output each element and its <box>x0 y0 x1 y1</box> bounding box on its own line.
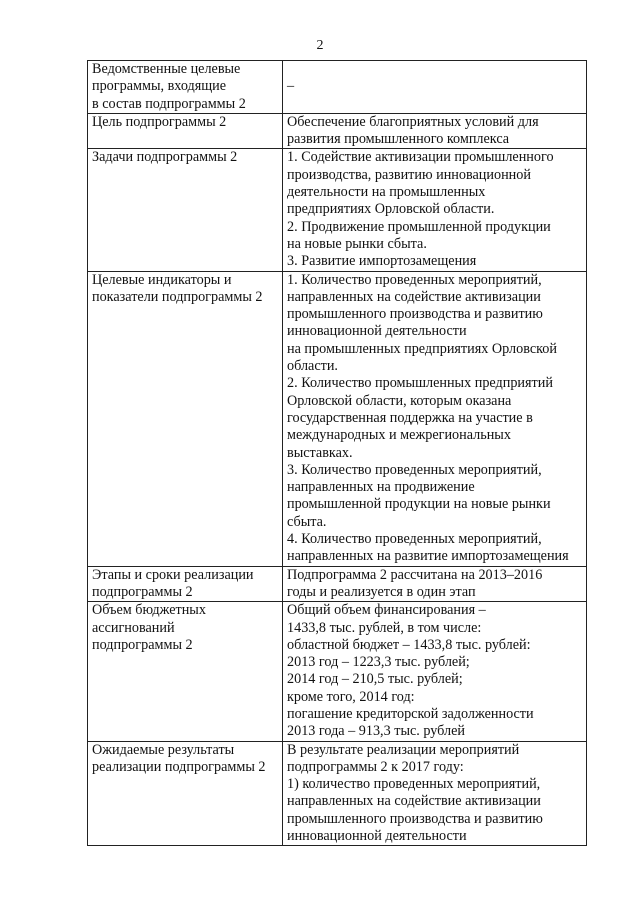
table-row <box>88 61 587 114</box>
row-label-cell <box>88 149 283 271</box>
row-label-cell <box>88 113 283 149</box>
row-value-line: Подпрограмма 2 рассчитана на 2013–2016 <box>287 566 543 583</box>
row-label-cell <box>88 566 283 602</box>
row-label-cell <box>88 271 283 566</box>
row-value-line: областной бюджет – 1433,8 тыс. рублей: <box>287 636 531 653</box>
row-value-cell <box>283 113 587 149</box>
row-value-line: направленных на содействие активизации <box>287 793 541 810</box>
row-value-line: промышленной продукции на новые рынки <box>287 496 551 513</box>
row-value-line: 2. Количество промышленных предприятий <box>287 375 553 392</box>
row-label-cell <box>88 61 283 114</box>
row-label-cell <box>88 741 283 846</box>
table-row <box>88 113 587 149</box>
row-value-line: Орловской области, которым оказана <box>287 392 512 409</box>
row-label-line: подпрограммы 2 <box>92 583 193 600</box>
row-value-line: на промышленных предприятиях Орловской <box>287 340 557 357</box>
row-label-line: Цель подпрограммы 2 <box>92 113 227 130</box>
row-label-line: Целевые индикаторы и <box>92 271 232 288</box>
row-label-cell <box>88 602 283 741</box>
row-value-line: 3. Количество проведенных мероприятий, <box>287 461 542 478</box>
row-value-cell <box>283 149 587 271</box>
row-label-line: ассигнований <box>92 619 175 636</box>
row-value-line: 2014 год – 210,5 тыс. рублей; <box>287 671 463 688</box>
row-label-line: Задачи подпрограммы 2 <box>92 149 238 166</box>
row-value-line: направленных на развитие импортозамещения <box>287 548 569 565</box>
row-value-line: погашение кредиторской задолженности <box>287 705 534 722</box>
row-value-line: 2. Продвижение промышленной продукции <box>287 218 551 235</box>
row-value-line: 1433,8 тыс. рублей, в том числе: <box>287 619 482 636</box>
row-value-line: выставках. <box>287 444 353 461</box>
row-label-line: Ведомственные целевые <box>92 61 241 77</box>
row-label-line: в состав подпрограммы 2 <box>92 95 246 112</box>
row-value-line: области. <box>287 358 338 375</box>
row-value-line: 4. Количество проведенных мероприятий, <box>287 531 542 548</box>
row-label-line: Этапы и сроки реализации <box>92 566 254 583</box>
row-label-line: показатели подпрограммы 2 <box>92 288 263 305</box>
row-value-line: государственная поддержка на участие в <box>287 409 533 426</box>
row-value-cell <box>283 602 587 741</box>
row-value-line: развития промышленного комплекса <box>287 131 510 148</box>
row-value-line: 2013 год – 1223,3 тыс. рублей; <box>287 654 470 671</box>
row-label-line: Ожидаемые результаты <box>92 741 235 758</box>
row-value-cell <box>283 61 587 114</box>
row-value-line: 2013 года – 913,3 тыс. рублей <box>287 723 466 740</box>
row-value-line: предприятиях Орловской области. <box>287 201 495 218</box>
row-value-line: 1) количество проведенных мероприятий, <box>287 776 541 793</box>
subprogram-passport-table <box>87 60 587 846</box>
row-value-line: Общий объем финансирования – <box>287 602 486 619</box>
row-value-line: деятельности на промышленных <box>287 184 486 201</box>
row-label-line: подпрограммы 2 <box>92 636 193 653</box>
row-label-line: программы, входящие <box>92 78 227 95</box>
row-value-line: кроме того, 2014 год: <box>287 688 415 705</box>
page-number: 2 <box>316 38 324 53</box>
row-value-line: подпрограммы 2 к 2017 году: <box>287 758 464 775</box>
table-row <box>88 149 587 271</box>
row-label-line: реализации подпрограммы 2 <box>92 758 266 775</box>
table-row <box>88 741 587 846</box>
row-value-cell <box>283 566 587 602</box>
row-value-line: сбыта. <box>287 513 327 530</box>
row-value-cell <box>283 741 587 846</box>
row-value-line <box>287 61 582 78</box>
row-value-line: 3. Развитие импортозамещения <box>287 253 477 270</box>
row-value-line: 1. Содействие активизации промышленного <box>287 149 554 166</box>
row-value-line: направленных на продвижение <box>287 479 475 496</box>
row-value-line: промышленного производства и развитию <box>287 810 543 827</box>
row-value-line: международных и межрегиональных <box>287 427 511 444</box>
table-row <box>88 566 587 602</box>
row-value-line: инновационной деятельности <box>287 323 467 340</box>
row-value-line: 1. Количество проведенных мероприятий, <box>287 271 542 288</box>
row-value-line: Обеспечение благоприятных условий для <box>287 113 539 130</box>
row-value-cell <box>283 271 587 566</box>
row-value-line: промышленного производства и развитию <box>287 306 543 323</box>
row-value-line: годы и реализуется в один этап <box>287 583 476 600</box>
row-value-line: направленных на содействие активизации <box>287 288 541 305</box>
table-row <box>88 271 587 566</box>
row-value-line: – <box>287 78 295 95</box>
row-value-line: инновационной деятельности <box>287 828 467 845</box>
row-value-line: производства, развитию инновационной <box>287 166 531 183</box>
row-value-line: на новые рынки сбыта. <box>287 235 427 252</box>
row-label-line: Объем бюджетных <box>92 602 206 619</box>
row-value-line: В результате реализации мероприятий <box>287 741 520 758</box>
table-row <box>88 602 587 741</box>
